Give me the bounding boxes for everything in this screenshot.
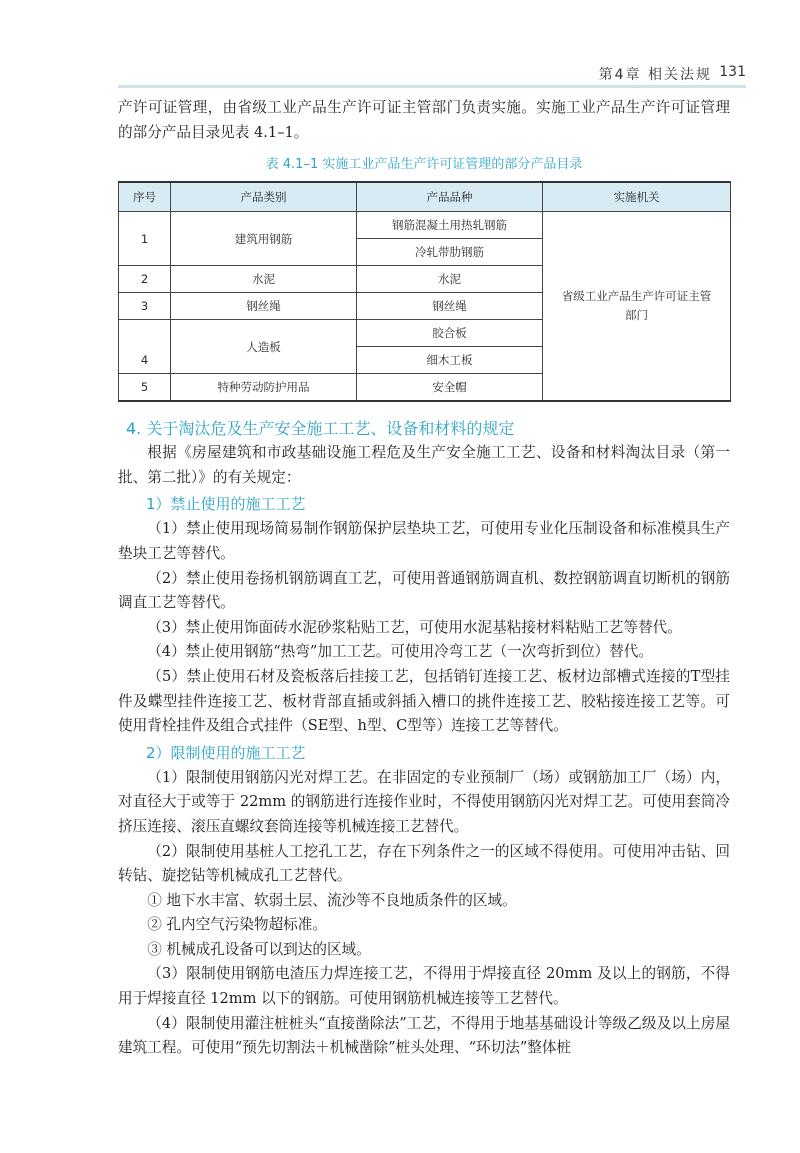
header-cell-category: 产品类别 — [171, 182, 357, 212]
product-variety: 冷轧带肋钢筋 — [357, 239, 543, 266]
chapter-title: 第4章 相关法规 — [598, 67, 712, 83]
product-variety: 安全帽 — [357, 374, 543, 402]
header-rule — [118, 85, 746, 88]
table-caption: 表 4.1–1 实施工业产品生产许可证管理的部分产品目录 — [265, 157, 583, 173]
product-variety: 胶合板 — [357, 320, 543, 347]
table-header-row — [119, 182, 731, 212]
row-number: 4 — [119, 320, 171, 374]
restricted-item: （2）限制使用基桩人工挖孔工艺，存在下列条件之一的区域不得使用。可使用冲击钻、回转钻、旋挖钻等机械成孔工艺替代。 — [118, 842, 730, 885]
section-heading: 4. 关于淘汰危及生产安全施工工艺、设备和材料的规定 — [126, 419, 515, 439]
intro-paragraph: 产许可证管理，由省级工业产品生产许可证主管部门负责实施。实施工业产品生产许可证管理的部分产品目录见表 4.1–1。 — [118, 99, 730, 141]
header-cell-variety: 产品品种 — [357, 182, 543, 212]
section-intro: 根据《房屋建筑和市政基础设施工程危及生产安全施工工艺、设备和材料淘汰目录（第一批、第二批）》的有关规定： — [118, 444, 730, 486]
condition-item: ② 孔内空气污染物超标准。 — [147, 916, 327, 934]
subsection-heading-prohibited: 1）禁止使用的施工工艺 — [146, 495, 306, 514]
page-number: 131 — [719, 64, 746, 80]
header-cell-agency: 实施机关 — [543, 182, 731, 212]
restricted-item: （3）限制使用钢筋电渣压力焊连接工艺，不得用于焊接直径 20mm 及以上的钢筋，不得用于焊接直径 12mm 以下的钢筋。可使用钢筋机械连接等工艺替代。 — [118, 965, 730, 1008]
row-number: 1 — [119, 212, 171, 266]
header-cell-no: 序号 — [119, 182, 171, 212]
prohibited-item: （3）禁止使用饰面砖水泥砂浆粘贴工艺，可使用水泥基粘接材料粘贴工艺等替代。 — [147, 618, 682, 636]
product-category: 钢丝绳 — [171, 293, 357, 320]
implementing-agency: 省级工业产品生产许可证主管部门 — [543, 212, 731, 402]
product-category: 水泥 — [171, 266, 357, 293]
restricted-item: （1）限制使用钢筋闪光对焊工艺。在非固定的专业预制厂（场）或钢筋加工厂（场）内，对直径大于或等于 22mm 的钢筋进行连接作业时，不得使用钢筋闪光对焊工艺。可使用套筒冷挤压连接、滚压直螺纹套筒连接等机械连接工艺替代。 — [118, 768, 730, 835]
condition-item: ① 地下水丰富、软弱土层、流沙等不良地质条件的区域。 — [147, 891, 517, 909]
prohibited-item: （2）禁止使用卷扬机钢筋调直工艺，可使用普通钢筋调直机、数控钢筋调直切断机的钢筋调直工艺等替代。 — [118, 569, 730, 612]
prohibited-item: （5）禁止使用石材及瓷板落后挂接工艺，包括销钉连接工艺、板材边部槽式连接的T型挂件及蝶型挂件连接工艺、板材背部直插或斜插入槽口的挑件连接工艺、胶粘接连接工艺等。可使用背栓挂件及组合式挂件（SE型、h型、C型等）连接工艺等替代。 — [118, 667, 730, 735]
row-number: 3 — [119, 293, 171, 320]
product-category: 人造板 — [171, 320, 357, 374]
subsection-heading-restricted: 2）限制使用的施工工艺 — [146, 743, 306, 762]
product-variety: 钢筋混凝土用热轧钢筋 — [357, 212, 543, 239]
running-header — [0, 58, 800, 88]
restricted-item: （4）限制使用灌注桩桩头“直接凿除法”工艺，不得用于地基基础设计等级乙级及以上房屋建筑工程。可使用“预先切割法＋机械凿除”桩头处理、“环切法”整体桩 — [118, 1014, 730, 1057]
product-variety: 水泥 — [357, 266, 543, 293]
page-body — [118, 96, 730, 1061]
row-number: 2 — [119, 266, 171, 293]
condition-item: ③ 机械成孔设备可以到达的区域。 — [147, 940, 371, 958]
product-variety: 细木工板 — [357, 347, 543, 374]
prohibited-item: （4）禁止使用钢筋“热弯”加工工艺。可使用冷弯工艺（一次弯折到位）替代。 — [147, 643, 653, 661]
product-category: 特种劳动防护用品 — [171, 374, 357, 402]
product-category: 建筑用钢筋 — [171, 212, 357, 266]
prohibited-item: （1）禁止使用现场简易制作钢筋保护层垫块工艺，可使用专业化压制设备和标准模具生产垫块工艺等替代。 — [118, 520, 730, 562]
product-variety: 钢丝绳 — [357, 293, 543, 320]
row-number: 5 — [119, 374, 171, 402]
product-table — [118, 181, 731, 402]
table-row — [119, 212, 731, 239]
